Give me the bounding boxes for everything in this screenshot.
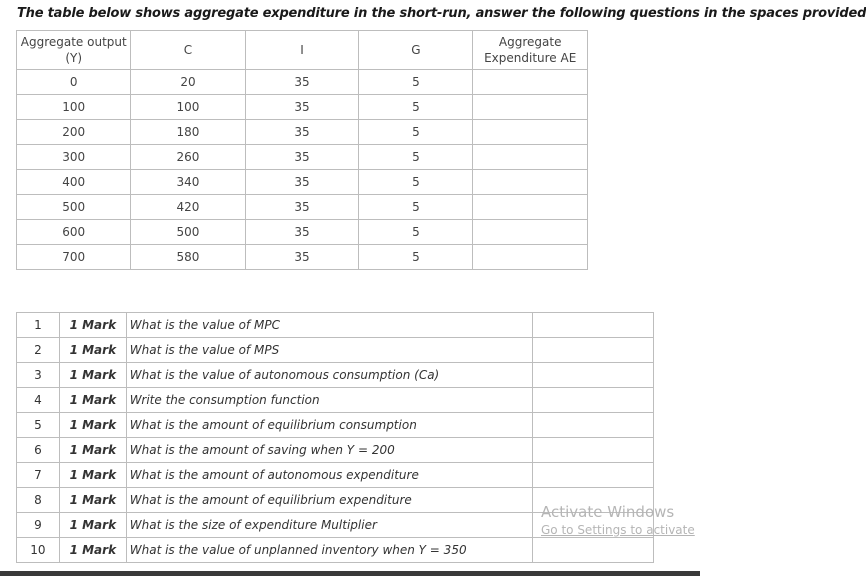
question-mark: 1 Mark bbox=[59, 488, 126, 513]
table-cell: 5 bbox=[359, 220, 473, 245]
answer-cell[interactable] bbox=[533, 338, 654, 363]
header-c: C bbox=[131, 31, 245, 70]
question-number: 5 bbox=[17, 413, 60, 438]
answer-cell[interactable] bbox=[473, 245, 588, 270]
table-row bbox=[17, 145, 588, 170]
question-row bbox=[17, 413, 654, 438]
question-row bbox=[17, 363, 654, 388]
question-mark: 1 Mark bbox=[59, 538, 126, 563]
table-header-row bbox=[17, 31, 588, 70]
header-aggregate-expenditure: Aggregate Expenditure AE bbox=[473, 31, 588, 70]
table-cell: 260 bbox=[131, 145, 245, 170]
answer-cell[interactable] bbox=[533, 363, 654, 388]
question-text: What is the value of autonomous consumption (Ca) bbox=[126, 363, 533, 388]
table-cell: 200 bbox=[17, 120, 131, 145]
table-cell: 500 bbox=[131, 220, 245, 245]
table-cell: 0 bbox=[17, 70, 131, 95]
question-mark: 1 Mark bbox=[59, 463, 126, 488]
question-number: 8 bbox=[17, 488, 60, 513]
question-number: 10 bbox=[17, 538, 60, 563]
question-row bbox=[17, 463, 654, 488]
table-row bbox=[17, 70, 588, 95]
table-cell: 500 bbox=[17, 195, 131, 220]
question-text: What is the value of unplanned inventory when Y = 350 bbox=[126, 538, 533, 563]
table-cell: 5 bbox=[359, 95, 473, 120]
header-aggregate-output: Aggregate output (Y) bbox=[17, 31, 131, 70]
answer-cell[interactable] bbox=[473, 145, 588, 170]
question-text: What is the amount of saving when Y = 200 bbox=[126, 438, 533, 463]
question-text: Write the consumption function bbox=[126, 388, 533, 413]
table-cell: 700 bbox=[17, 245, 131, 270]
table-cell: 5 bbox=[359, 120, 473, 145]
question-text: What is the amount of autonomous expenditure bbox=[126, 463, 533, 488]
table-cell: 600 bbox=[17, 220, 131, 245]
table-row bbox=[17, 245, 588, 270]
table-cell: 35 bbox=[245, 170, 359, 195]
question-text: What is the value of MPC bbox=[126, 313, 533, 338]
table-row bbox=[17, 120, 588, 145]
answer-cell[interactable] bbox=[533, 538, 654, 563]
answer-cell[interactable] bbox=[473, 170, 588, 195]
windows-activation-watermark bbox=[541, 503, 695, 539]
table-cell: 580 bbox=[131, 245, 245, 270]
question-mark: 1 Mark bbox=[59, 313, 126, 338]
question-row bbox=[17, 438, 654, 463]
table-cell: 20 bbox=[131, 70, 245, 95]
table-row bbox=[17, 195, 588, 220]
question-number: 4 bbox=[17, 388, 60, 413]
table-row bbox=[17, 220, 588, 245]
question-text: What is the value of MPS bbox=[126, 338, 533, 363]
question-row bbox=[17, 538, 654, 563]
aggregate-expenditure-table bbox=[16, 30, 588, 270]
watermark-settings-link[interactable]: Go to Settings to activate bbox=[541, 523, 695, 537]
question-number: 9 bbox=[17, 513, 60, 538]
answer-cell[interactable] bbox=[533, 438, 654, 463]
table-cell: 100 bbox=[17, 95, 131, 120]
table-cell: 5 bbox=[359, 70, 473, 95]
table-cell: 35 bbox=[245, 95, 359, 120]
table-cell: 5 bbox=[359, 170, 473, 195]
answer-cell[interactable] bbox=[473, 120, 588, 145]
question-row bbox=[17, 388, 654, 413]
table-cell: 420 bbox=[131, 195, 245, 220]
answer-cell[interactable] bbox=[533, 388, 654, 413]
table-cell: 5 bbox=[359, 195, 473, 220]
question-number: 3 bbox=[17, 363, 60, 388]
answer-cell[interactable] bbox=[473, 70, 588, 95]
question-mark: 1 Mark bbox=[59, 513, 126, 538]
taskbar-edge bbox=[0, 571, 700, 576]
table-cell: 340 bbox=[131, 170, 245, 195]
question-mark: 1 Mark bbox=[59, 413, 126, 438]
question-row bbox=[17, 338, 654, 363]
table-cell: 180 bbox=[131, 120, 245, 145]
table-cell: 300 bbox=[17, 145, 131, 170]
question-text: What is the amount of equilibrium expenditure bbox=[126, 488, 533, 513]
answer-cell[interactable] bbox=[533, 413, 654, 438]
question-mark: 1 Mark bbox=[59, 363, 126, 388]
question-mark: 1 Mark bbox=[59, 438, 126, 463]
table-cell: 100 bbox=[131, 95, 245, 120]
table-row bbox=[17, 170, 588, 195]
answer-cell[interactable] bbox=[533, 463, 654, 488]
question-number: 2 bbox=[17, 338, 60, 363]
table-cell: 5 bbox=[359, 145, 473, 170]
question-text: What is the size of expenditure Multiplier bbox=[126, 513, 533, 538]
header-i: I bbox=[245, 31, 359, 70]
answer-cell[interactable] bbox=[473, 220, 588, 245]
table-cell: 35 bbox=[245, 120, 359, 145]
table-cell: 5 bbox=[359, 245, 473, 270]
watermark-line-1: Activate Windows bbox=[541, 503, 675, 521]
table-cell: 35 bbox=[245, 245, 359, 270]
answer-cell[interactable] bbox=[473, 95, 588, 120]
question-number: 1 bbox=[17, 313, 60, 338]
instructions-heading: The table below shows aggregate expenditure in the short-run, answer the following questions in the spaces provided bbox=[17, 6, 866, 21]
table-cell: 35 bbox=[245, 220, 359, 245]
answer-cell[interactable] bbox=[533, 313, 654, 338]
table-cell: 400 bbox=[17, 170, 131, 195]
question-mark: 1 Mark bbox=[59, 388, 126, 413]
question-row bbox=[17, 313, 654, 338]
table-cell: 35 bbox=[245, 70, 359, 95]
table-cell: 35 bbox=[245, 145, 359, 170]
table-row bbox=[17, 95, 588, 120]
question-text: What is the amount of equilibrium consumption bbox=[126, 413, 533, 438]
question-mark: 1 Mark bbox=[59, 338, 126, 363]
header-g: G bbox=[359, 31, 473, 70]
table-cell: 35 bbox=[245, 195, 359, 220]
question-number: 6 bbox=[17, 438, 60, 463]
question-number: 7 bbox=[17, 463, 60, 488]
answer-cell[interactable] bbox=[473, 195, 588, 220]
